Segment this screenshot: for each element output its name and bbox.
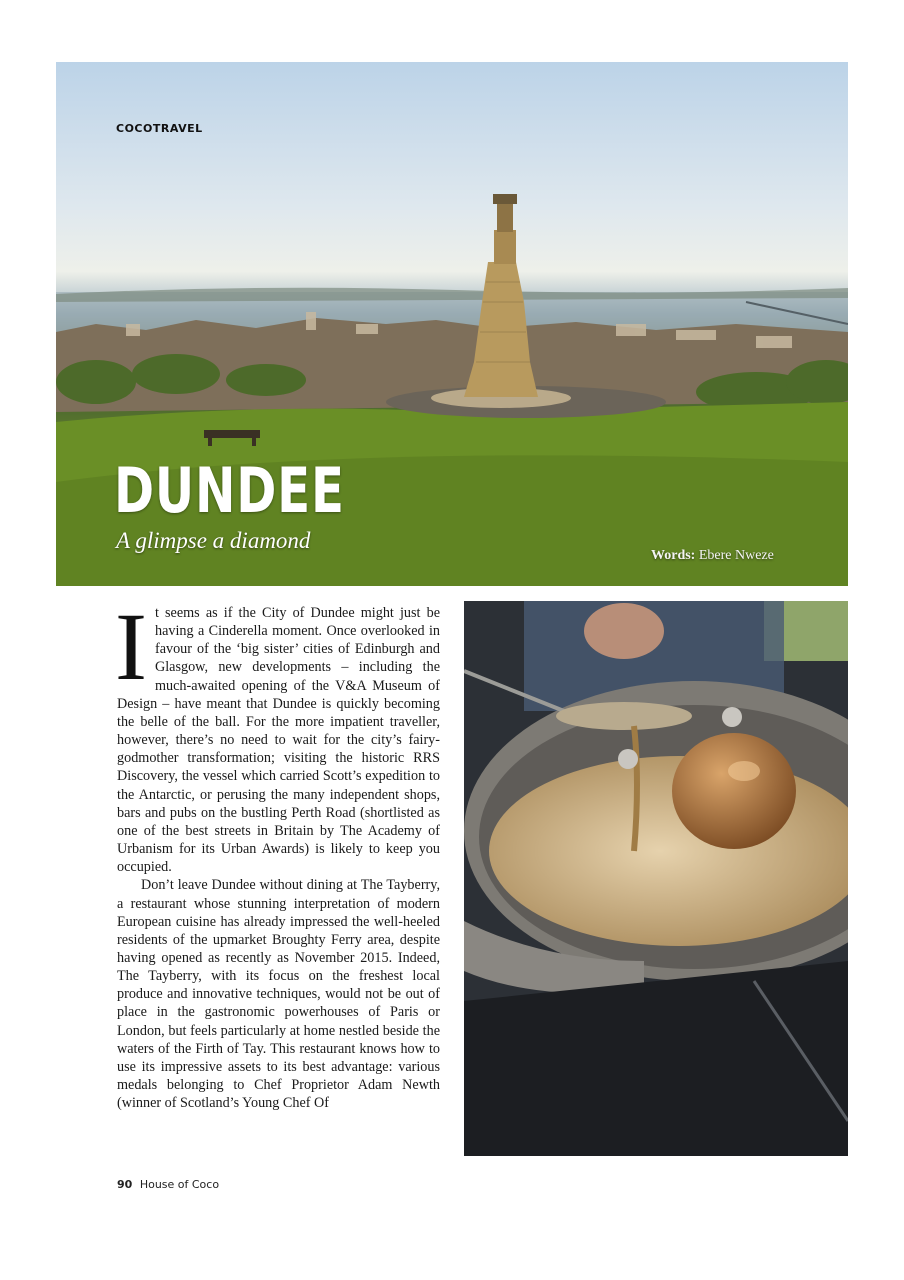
pan-illustration	[464, 601, 848, 1156]
author-credit	[651, 548, 774, 564]
credit-name: Ebere Nweze	[698, 548, 774, 563]
paragraph-text: t seems as if the City of Dundee might just be having a Cinderella moment. Once overlooked in favour of the ‘big sister’ cities of Edinburgh and Glasgow, new developments – including the much-awaited opening of the V&A Museum of Design – have meant that Dundee is quickly becoming the belle of the ball. For the more impatient traveller, however, there’s no need to wait for the city’s fairy-godmother transformation; visiting the historic RRS Discovery, the vessel which carried Scott’s expedition to the Antarctic, or perusing the many independent shops, bars and pubs on the bustling Perth Road (shortlisted as one of the best streets in Britain by The Academy of Urbanism for its Urban Awards) is likely to keep you occupied.	[117, 605, 440, 876]
publication-name: House of Coco	[139, 1178, 220, 1191]
hero-photo	[56, 62, 848, 586]
dropcap: I	[115, 593, 147, 700]
page-title: DUNDEE	[114, 454, 345, 527]
article-paragraph	[115, 593, 440, 876]
article-paragraph: Don’t leave Dundee without dining at The Tayberry, a restaurant whose stunning interpretation of modern European cuisine has already impressed the well-heeled residents of the upmarket Broughty Ferry area, despite having opened as recently as November 2015. Indeed, The Tayberry, with its focus on the freshest local produce and innovative techniques, would not be out of place in the gastronomic powerhouses of Paris or London, but feels particularly at home nestled beside the waters of the Firth of Tay. This restaurant knows how to use its impressive assets to its best advantage: various medals belonging to Chef Proprietor Adam Newth (winner of Scotland’s Young Chef Of	[117, 877, 440, 1112]
page-number: 90	[117, 1178, 133, 1191]
section-label: COCOTRAVEL	[116, 122, 203, 135]
article-body	[115, 593, 440, 1112]
credit-label: Words:	[651, 548, 696, 563]
food-photo	[464, 601, 848, 1156]
page-subtitle: A glimpse a diamond	[116, 528, 311, 553]
page-footer	[117, 1178, 219, 1191]
